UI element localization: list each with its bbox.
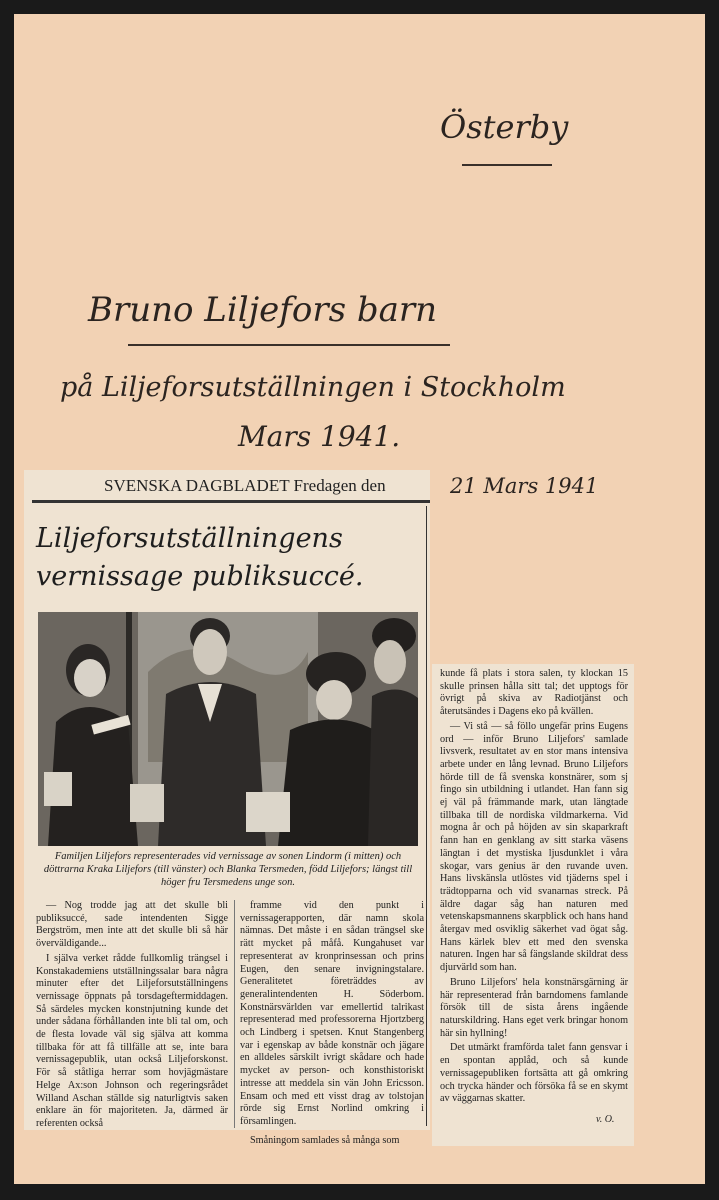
column-3-paragraph: kunde få plats i stora salen, ty klockan 15 skulle prinsen hålla sitt tal; det upptogs för övrigt på skiva av Radiotjänst och återutsändes i Dagens eko på kvällen. <box>440 668 628 718</box>
handwritten-title: Bruno Liljefors barn <box>88 290 438 330</box>
handwritten-place: Österby <box>440 108 569 146</box>
handwritten-masthead-date: 21 Mars 1941 <box>450 474 599 498</box>
column-1-paragraph: — Nog trodde jag att det skulle bli publiksuccé, sade intendenten Sigge Bergström, men inte att det skulle bli så här överväldigande... <box>36 900 228 950</box>
column-3-paragraph: Bruno Liljefors' hela konstnärsgärning är här representerad från barndomens famlande försök till de sista årens ingående naturskildring. Hans eget verk bringar honom här sin hyllning! <box>440 976 628 1039</box>
column-2-paragraph: framme vid den punkt i vernissagerapporten, där namn skola nämnas. Det måste i en sådan trängsel ske rätt mycket på måfå. Kungahuset var representerat av kronprinsessan och prins Eugen, den senare invigningstalare. Generalitetet företräddes av generalintendenten H. Söderbom. Konstnärsvärlden var emellertid talrikast representerad med professorerna Hjortzberg och Lindberg i spetsen. Knut Stangenberg var i egenskap av både konstnär och jägare en alldeles särskilt ivrigt skådare och hade mycket av person- och konsthistoriskt intresse att meddela sin vän John Ericsson. Ensam och med ett visst drag av tolstojan rörde sig Ernst Norlind omkring i församlingen. <box>240 900 424 1127</box>
column-3-paragraph: — Vi stå — så föllo ungefär prins Eugens ord — inför Bruno Liljefors' samlade livsverk, resultatet av en stor mans intensiva arbete under en lång levnad. Bruno Liljefors hörde till de få svenska konstnärer, som sj fingo sin utbildning i utlandet. Han fann sig ej väl på främmande mark, utan längtade tillbaka till de nordiska vildmarkerna. Vid mogna år och på höjden av sin skaparkraft fann han en genklang av sitt starka väsens längtan i det mystiska ljusdunklet i våra skogar, vars genius är den ruvande uven. Hans livskänsla utlöstes vid tjäderns spel i trädtopparna och vid svanarnas streck. På äldre dagar såg han naturen med vetenskapsmannens skarpblick och hans hand återgav med osviklig säkerhet vad ögat såg. Hans kärlek blev ett med den svenska naturen. Ingen har så fängslande skildrat dess djurvärld som han. <box>440 720 628 974</box>
photo-caption: Familjen Liljefors representerades vid vernissage av sonen Lindorm (i mitten) och döttrarna Kraka Liljefors (till vänster) och Blanka Tersmeden, född Liljefors; längst till höger fru Tersmedens unge son. <box>43 851 413 888</box>
headline-line1: Liljeforsutställningens <box>36 523 343 554</box>
article-column-1 <box>36 900 228 1130</box>
headline-line2: vernissage publiksuccé. <box>36 561 364 592</box>
news-photo <box>38 612 418 846</box>
column-3-paragraph: Det utmärkt framförda talet fann gensvar i en spontan applåd, och så kunde vernissagepubliken fortsätta att gå omkring och trycka händer och försöka få se en skymt av väggarnas skatter. <box>440 1042 628 1105</box>
article-signature: v. O. <box>596 1114 615 1125</box>
column-1-paragraph: I själva verket rådde fullkomlig trängsel i Konstakademiens utställningssalar bara några minuter efter det Liljeforsutställningens vernissage öppnats på torsdageftermiddagen. Så särdeles mycken konstnjutning kunde det under sådana förhållanden inte bli tal om, och de flesta lovade väl sig själva att komma tillbaka för att få tillfälle att se, inte bara vernissagepublik, utan också Liljeforskonst. För så ståtliga herrar som hovjägmästare Helge Ax:son Johnson och regeringsrådet Willand Aschan ställde sig naturligtvis saken enklare än för majoriteten. Ja, därmed är referenten också <box>36 952 228 1129</box>
article-column-3 <box>440 668 628 1122</box>
column-divider <box>234 900 235 1128</box>
column-2-paragraph: Småningom samlades så många som <box>250 1134 400 1146</box>
handwritten-subtitle: på Liljeforsutställningen i Stockholm <box>60 372 566 403</box>
title-underline <box>128 344 450 346</box>
headline <box>36 520 416 596</box>
masthead-rule <box>32 500 430 503</box>
place-underline <box>462 164 552 166</box>
masthead: SVENSKA DAGBLADET Fredagen den <box>104 476 386 495</box>
handwritten-date: Mars 1941. <box>238 420 401 453</box>
family-photo-illustration <box>38 612 418 846</box>
clipping-right-rule <box>426 506 427 1126</box>
article-column-2 <box>240 900 424 1146</box>
